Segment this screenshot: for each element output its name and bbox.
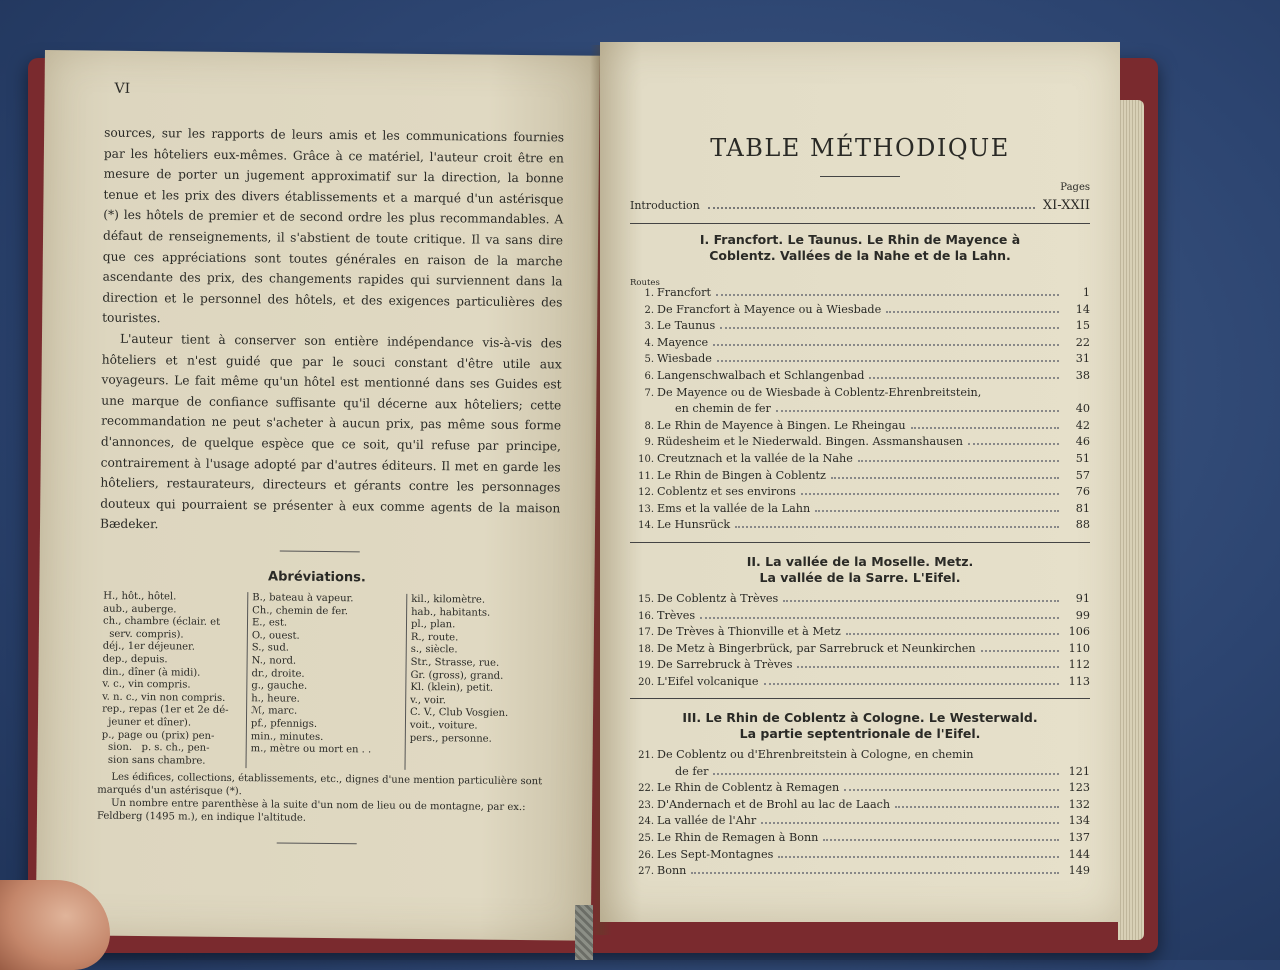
abbreviation-entry: v. n. c., vin non compris.: [102, 691, 226, 704]
route-title: Coblentz et ses environs: [657, 485, 796, 499]
route-number: 2.: [644, 304, 654, 316]
abbreviation-entry: H., hôt., hôtel.: [103, 590, 177, 603]
route-number: 11.: [638, 470, 654, 482]
route-title: Le Rhin de Coblentz à Remagen: [657, 781, 840, 795]
toc-list: [630, 748, 1090, 881]
dot-leader: [815, 510, 1059, 512]
dot-leader: [911, 427, 1059, 429]
abbreviation-entry: Kl. (klein), petit.: [410, 682, 494, 694]
toc-entry: [630, 814, 1090, 831]
page-number: 57: [1075, 468, 1090, 482]
dot-leader: [761, 822, 1059, 824]
abbreviation-entry: Gr. (gross), grand.: [410, 669, 504, 682]
toc-entry: [630, 352, 1090, 369]
section-heading: [630, 554, 1090, 586]
abbreviation-entry: jeuner et dîner).: [101, 716, 192, 729]
heading-line: II. La vallée de la Moselle. Metz.: [746, 554, 974, 569]
dot-leader: [778, 856, 1059, 858]
route-number: 23.: [638, 799, 654, 811]
abbreviation-entry: h., heure.: [251, 692, 300, 705]
routes-label: Routes: [630, 278, 660, 288]
route-number: 22.: [638, 783, 654, 795]
abbreviation-entry: din., dîner (à midi).: [102, 666, 201, 679]
route-number: 8.: [644, 420, 654, 432]
toc-entry: [630, 303, 1090, 320]
toc-list: [630, 286, 1090, 535]
abbreviations-title: Abréviations.: [267, 569, 366, 586]
page-number: 121: [1068, 764, 1090, 778]
toc-entry: [630, 625, 1090, 642]
abbreviation-entry: O., ouest.: [251, 629, 300, 642]
dot-leader: [735, 526, 1059, 528]
dot-leader: [691, 872, 1059, 874]
page-number: 42: [1075, 418, 1090, 432]
dot-leader: [783, 600, 1059, 602]
abbreviation-entry: m., mètre ou mort en . .: [250, 743, 372, 756]
dot-leader: [797, 666, 1059, 668]
abbreviation-entry: Str., Strasse, rue.: [410, 656, 500, 669]
toc-entry: [630, 518, 1090, 535]
route-number: 26.: [638, 849, 654, 861]
route-title: Mayence: [657, 335, 709, 349]
route-number: 16.: [638, 610, 654, 622]
paragraph: L'auteur tient à conserver son entière indépendance vis-à-vis des hôteliers et n'est guidé que par le souci constant d'être utile aux voyageurs. Le fait même qu'un hôtel est mentionné dans ses Guides est une marque de confiance suffisante qu'il décerne aux hôteliers; cette recommandation ne peut s'acheter à aucun prix, pas même sous forme d'annonces, de quelque espèce que ce soit, qu'il refuse par principe, contrairement à l'usage adopté par d'autres éditeurs. Il met en garde les hôteliers, restaurateurs, directeurs et gérants contre les personnages douteux qui pourraient se présenter à eux comme agents de la maison Bædeker.: [99, 331, 563, 532]
abbreviation-entry: B., bateau à vapeur.: [252, 592, 354, 605]
abbreviation-entry: pf., pfennigs.: [250, 718, 318, 730]
route-title: Le Rhin de Bingen à Coblentz: [657, 468, 826, 482]
route-number: 7.: [644, 387, 654, 399]
toc-entry: [630, 831, 1090, 848]
page-number: 91: [1075, 592, 1090, 605]
route-number: 10.: [638, 453, 654, 465]
page-number: 99: [1075, 608, 1090, 622]
abbreviation-entry: p., page ou (prix) pen-: [101, 729, 215, 742]
page-title: TABLE MÉTHODIQUE: [710, 134, 1010, 162]
page-number: 22: [1075, 335, 1090, 349]
abbreviations-column: [97, 591, 248, 769]
toc-entry: [630, 386, 1090, 403]
page-number: 31: [1075, 352, 1090, 366]
dot-leader: [801, 493, 1059, 495]
page-number: 123: [1068, 781, 1090, 795]
abbreviation-entry: kil., kilomètre.: [411, 593, 486, 606]
abbreviation-entry: C. V., Club Vosgien.: [410, 707, 509, 720]
divider: [630, 542, 1090, 543]
toc-entry: [630, 798, 1090, 815]
toc-entry: [630, 609, 1090, 626]
dot-leader: [823, 839, 1059, 841]
toc-entry: [630, 435, 1090, 452]
route-number: 9.: [644, 437, 654, 449]
route-number: 21.: [638, 750, 654, 761]
route-title: Le Taunus: [657, 319, 716, 333]
divider: [630, 698, 1090, 699]
abbreviation-entry: sion sans chambre.: [101, 754, 206, 767]
page-number: 110: [1068, 641, 1090, 655]
route-title: Trèves: [657, 608, 696, 622]
route-title: en chemin de fer: [675, 402, 771, 416]
toc-entry: [630, 502, 1090, 519]
abbreviation-entry: aub., auberge.: [103, 603, 177, 616]
dot-leader: [844, 789, 1059, 791]
page-number: 149: [1068, 864, 1090, 878]
intro-pages: XI-XXII: [1042, 198, 1090, 213]
abbreviations-column: [246, 592, 407, 770]
toc-entry: [630, 286, 1090, 303]
route-title: de fer: [675, 764, 709, 778]
route-title: L'Eifel volcanique: [657, 674, 759, 688]
page-number: 15: [1075, 319, 1090, 333]
toc-entry: [630, 419, 1090, 436]
toc-entry: [630, 748, 1090, 765]
toc-entry: [630, 765, 1090, 782]
intro-label: Introduction: [630, 199, 700, 212]
route-number: 19.: [638, 660, 654, 672]
route-title: D'Andernach et de Brohl au lac de Laach: [657, 797, 891, 811]
abbreviation-entry: v., voir.: [410, 694, 447, 706]
toc-entry: [630, 658, 1090, 675]
abbreviation-entry: ℳ, marc.: [251, 705, 298, 718]
dot-leader: [713, 773, 1059, 775]
dot-leader: [858, 460, 1059, 462]
route-title: Le Rhin de Remagen à Bonn: [657, 830, 819, 844]
page-number: 88: [1075, 518, 1090, 532]
abbreviation-entry: E., est.: [251, 617, 288, 629]
toc-entry: [630, 369, 1090, 386]
pages-label: Pages: [1060, 182, 1090, 193]
abbreviation-entry: dep., depuis.: [102, 653, 168, 666]
abbreviation-entry: serv. compris).: [102, 628, 184, 641]
toc-entry: [630, 781, 1090, 798]
route-title: Le Rhin de Mayence à Bingen. Le Rheingau: [657, 418, 906, 432]
page-number: 1: [1082, 286, 1090, 299]
abbreviation-entry: Ch., chemin de fer.: [252, 604, 349, 617]
dot-leader: [886, 311, 1059, 313]
dot-leader: [700, 617, 1059, 619]
route-number: 15.: [638, 594, 654, 605]
page-number: 46: [1075, 435, 1090, 449]
heading-line: III. Le Rhin de Coblentz à Cologne. Le Westerwald.: [682, 710, 1038, 725]
page-number: 144: [1068, 847, 1090, 861]
route-number: 6.: [644, 370, 654, 382]
route-title: Bonn: [657, 864, 687, 878]
abbreviation-entry: s., siècle.: [410, 644, 458, 656]
note: Les édifices, collections, établissements, etc., dignes d'une mention particulière sont marqués d'un astérisque (*).: [97, 771, 543, 798]
note: Un nombre entre parenthèse à la suite d'un nom de lieu ou de montagne, par ex.: Feldberg (1495 m.), en indique l'altitude.: [96, 797, 526, 824]
abbreviations-table: [97, 591, 569, 772]
abbreviation-entry: rep., repas (1er et 2e dé-: [102, 703, 229, 717]
bookmark-ribbon: [575, 905, 593, 960]
divider: [277, 842, 357, 844]
heading-line: La vallée de la Sarre. L'Eifel.: [759, 570, 961, 585]
page-folio: VI: [114, 80, 131, 97]
route-title: De Trèves à Thionville et à Metz: [657, 625, 841, 639]
dot-leader: [968, 443, 1059, 445]
route-number: 20.: [638, 676, 654, 688]
route-title: Le Hunsrück: [657, 518, 731, 532]
abbreviation-entry: voit., voiture.: [409, 719, 478, 732]
abbreviation-entry: dr., droite.: [251, 667, 305, 680]
toc-entry: [630, 469, 1090, 486]
route-number: 4.: [644, 337, 654, 349]
body-text: [100, 123, 564, 540]
toc-entry: [630, 452, 1090, 469]
route-title: Ems et la vallée de la Lahn: [657, 501, 811, 515]
route-title: De Coblentz ou d'Ehrenbreitstein à Cologne, en chemin: [657, 748, 974, 761]
route-number: 5.: [644, 354, 654, 366]
divider: [280, 550, 360, 552]
route-number: 1.: [644, 288, 654, 299]
dot-leader: [981, 650, 1059, 652]
dot-leader: [717, 360, 1059, 362]
page-number: 137: [1068, 830, 1090, 844]
toc-entry: [630, 864, 1090, 881]
route-title: Francfort: [657, 286, 711, 299]
page-number: 51: [1075, 451, 1090, 465]
heading-line: I. Francfort. Le Taunus. Le Rhin de Mayence à: [699, 232, 1021, 247]
route-title: Wiesbade: [657, 352, 712, 366]
abbreviation-entry: S., sud.: [251, 642, 289, 654]
page-number: 14: [1075, 302, 1090, 316]
route-number: 3.: [644, 321, 654, 333]
route-title: De Metz à Bingerbrück, par Sarrebruck et Neunkirchen: [657, 641, 976, 655]
dot-leader: [720, 327, 1059, 329]
heading-line: Coblentz. Vallées de la Nahe et de la Lahn.: [709, 248, 1011, 263]
route-title: Langenschwalbach et Schlangenbad: [657, 368, 865, 382]
route-number: 17.: [638, 627, 654, 639]
abbreviation-entry: g., gauche.: [251, 680, 308, 692]
route-title: De Francfort à Mayence ou à Wiesbade: [657, 302, 882, 316]
route-number: 14.: [638, 520, 654, 532]
page-edges: [1118, 100, 1144, 940]
abbreviation-entry: hab., habitants.: [411, 606, 491, 619]
abbreviation-entry: pl., plan.: [410, 619, 456, 631]
divider: [630, 223, 1090, 224]
page-number: 112: [1068, 658, 1090, 672]
route-title: La vallée de l'Ahr: [657, 814, 757, 828]
route-title: Les Sept-Montagnes: [657, 847, 774, 861]
toc-entry: [630, 319, 1090, 336]
route-title: De Mayence ou de Wiesbade à Coblentz-Ehrenbreitstein,: [657, 385, 982, 399]
left-page: [36, 50, 600, 941]
section-heading: [630, 710, 1090, 742]
toc-entry: [630, 642, 1090, 659]
route-number: 25.: [638, 832, 654, 844]
dot-leader: [708, 207, 1035, 209]
toc-entry: [630, 592, 1090, 609]
page-number: 113: [1068, 674, 1090, 688]
abbreviations-notes: [97, 771, 568, 828]
heading-line: La partie septentrionale de l'Eifel.: [739, 726, 981, 741]
dot-leader: [831, 477, 1059, 479]
toc-entry: [630, 402, 1090, 419]
page-number: 40: [1075, 402, 1090, 416]
page-number: 132: [1068, 797, 1090, 811]
toc-list: [630, 592, 1090, 692]
dot-leader: [846, 633, 1059, 635]
paragraph: sources, sur les rapports de leurs amis et les communications fournies par les hôteliers eux-mêmes. Grâce à ce matériel, l'auteur croit être en mesure de porter un jugement approximatif sur la direction, la bonne tenue et les prix des divers établissements et a marqué d'un astérisque (*) les hôtels de premier et de second ordre les plus recommandables. A défaut de renseignements, il s'abstient de toute critique. Il va sans dire que ces appréciations sont toutes générales en raison de la marche ascendante des prix, des changements rapides qui surviennent dans la direction et le personnel des hôtels, et des exigences particulières des touristes.: [102, 125, 565, 326]
route-title: De Sarrebruck à Trèves: [657, 658, 793, 672]
abbreviation-entry: ch., chambre (éclair. et: [102, 615, 221, 629]
abbreviation-entry: v. c., vin compris.: [102, 678, 191, 691]
abbreviations-column: [405, 594, 565, 772]
intro-entry: [630, 198, 1090, 213]
abbreviation-entry: déj., 1er déjeuner.: [102, 641, 196, 653]
route-title: Creutznach et la vallée de la Nahe: [657, 451, 853, 465]
section-heading: [630, 232, 1090, 264]
right-page: [600, 42, 1120, 922]
abbreviation-entry: sion. p. s. ch., pen-: [101, 741, 210, 754]
route-number: 18.: [638, 643, 654, 655]
page-number: 38: [1075, 368, 1090, 382]
abbreviation-entry: min., minutes.: [250, 730, 324, 743]
abbreviation-entry: R., route.: [410, 631, 459, 644]
dot-leader: [776, 410, 1059, 412]
route-number: 27.: [638, 866, 654, 878]
dot-leader: [895, 806, 1059, 808]
page-number: 106: [1068, 625, 1090, 639]
abbreviation-entry: N., nord.: [251, 655, 297, 667]
toc-entry: [630, 848, 1090, 865]
toc-entry: [630, 485, 1090, 502]
route-number: 12.: [638, 487, 654, 499]
route-title: De Coblentz à Trèves: [657, 592, 779, 605]
dot-leader: [869, 377, 1059, 379]
page-number: 81: [1075, 501, 1090, 515]
page-number: 76: [1075, 485, 1090, 499]
divider: [820, 176, 900, 177]
route-number: 24.: [638, 816, 654, 828]
dot-leader: [716, 294, 1059, 296]
page-number: 134: [1068, 814, 1090, 828]
route-number: 13.: [638, 503, 654, 515]
dot-leader: [764, 683, 1060, 685]
dot-leader: [713, 344, 1059, 346]
toc-entry: [630, 675, 1090, 692]
route-title: Rüdesheim et le Niederwald. Bingen. Assmanshausen: [657, 435, 963, 449]
toc-entry: [630, 336, 1090, 353]
abbreviation-entry: pers., personne.: [409, 732, 492, 745]
